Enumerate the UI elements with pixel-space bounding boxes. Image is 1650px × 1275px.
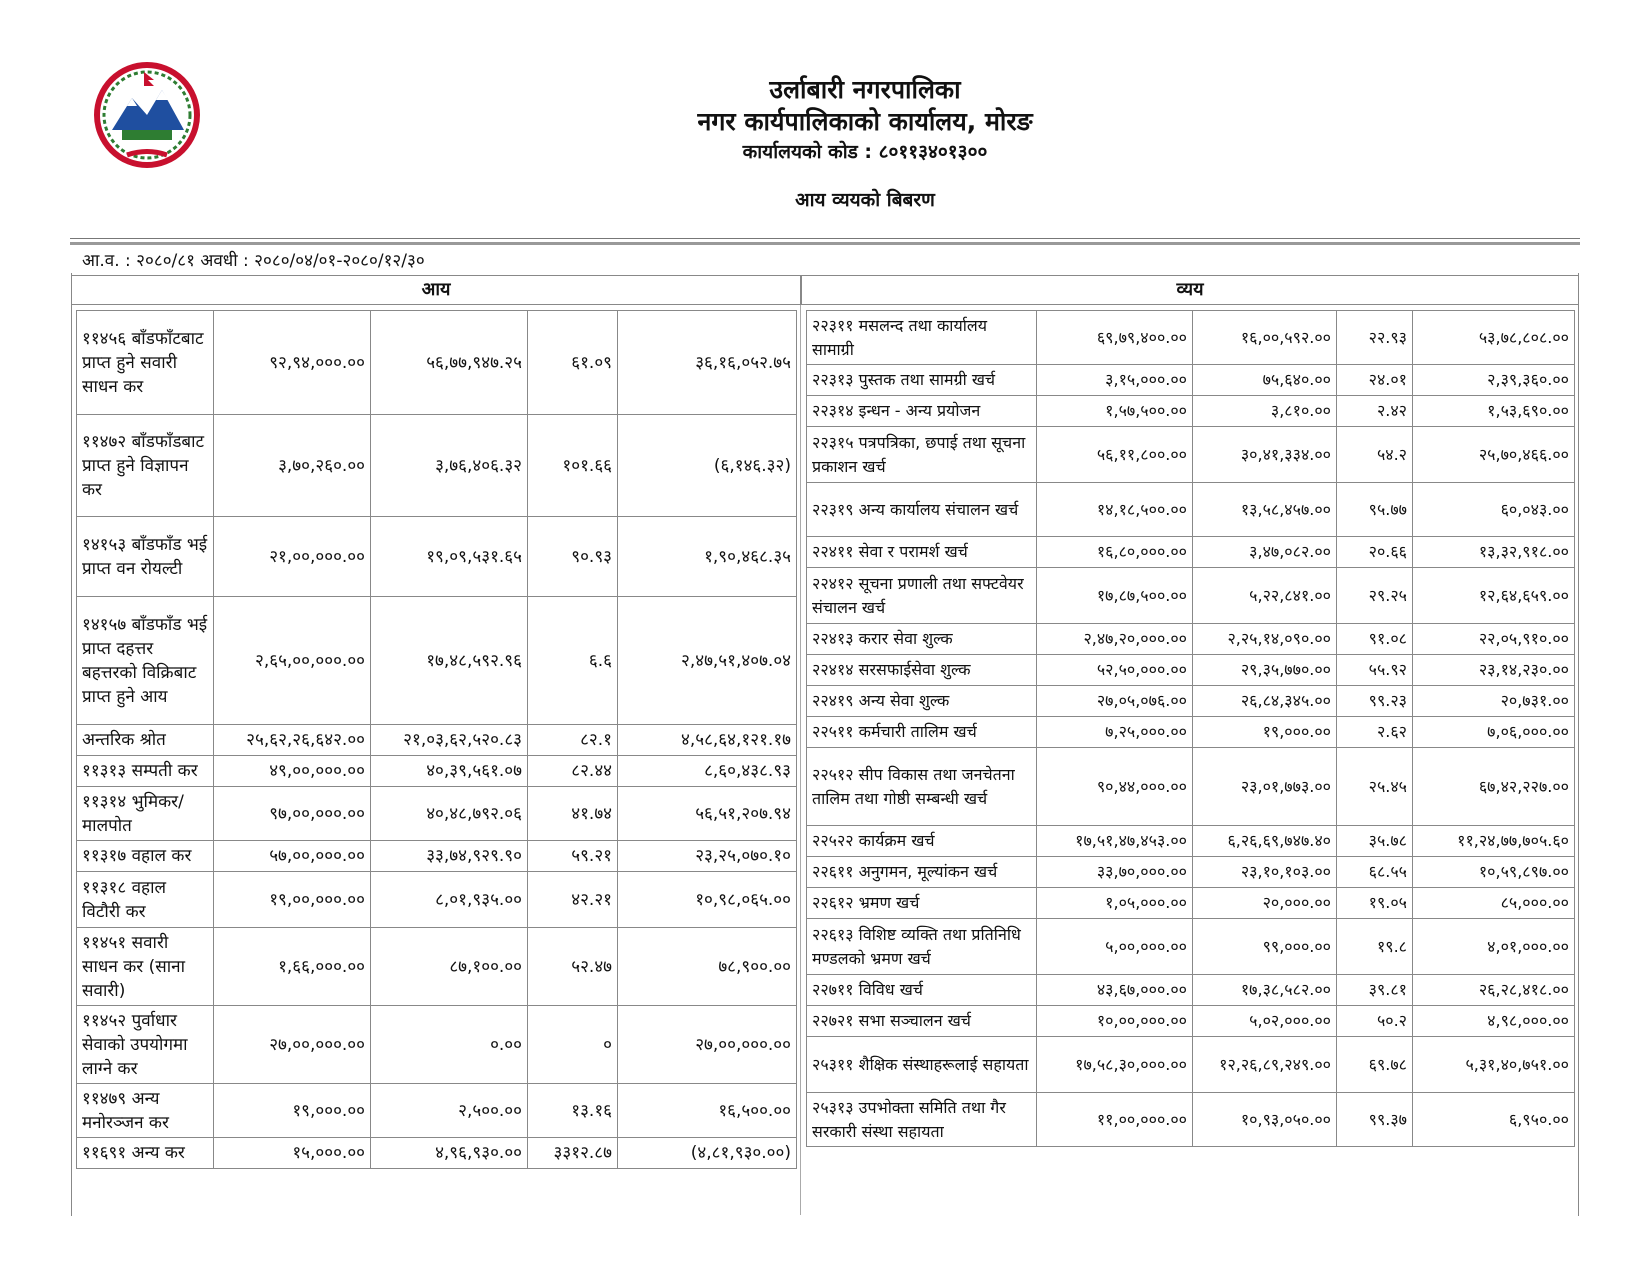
expense-remaining-amount: २,३९,३६०.००: [1413, 365, 1575, 396]
expense-row-label: २२४१२ सूचना प्रणाली तथा सफ्टवेयर संचालन खर्च: [807, 568, 1037, 624]
expense-budget-amount: ३,१५,०००.००: [1037, 365, 1193, 396]
expense-remaining-amount: १३,३२,९१८.००: [1413, 537, 1575, 568]
income-percent-value: ४२.२१: [528, 872, 618, 928]
income-percent-value: १०१.६६: [528, 415, 618, 517]
income-row-label: ११३१७ वहाल कर: [77, 841, 214, 872]
income-row: [77, 756, 797, 787]
expense-percent-value: ३५.७८: [1337, 826, 1413, 857]
expense-row: [807, 975, 1575, 1006]
income-budget-amount: २१,००,०००.००: [214, 517, 371, 597]
income-percent-value: ५२.४७: [528, 928, 618, 1006]
expense-row: [807, 624, 1575, 655]
expense-remaining-amount: २५,७०,४६६.००: [1413, 427, 1575, 483]
expense-row: [807, 1037, 1575, 1093]
expense-percent-value: १९.८: [1337, 919, 1413, 975]
expense-actual-amount: २०,०००.००: [1193, 888, 1337, 919]
income-row: [77, 415, 797, 517]
income-row: [77, 1006, 797, 1084]
income-row-label: १४१५३ बाँडफाँड भई प्राप्त वन रोयल्टी: [77, 517, 214, 597]
expense-actual-amount: २३,०१,७७३.००: [1193, 748, 1337, 826]
expense-percent-value: २४.०१: [1337, 365, 1413, 396]
expense-row-label: २२३१५ पत्रपत्रिका, छपाई तथा सूचना प्रकाशन खर्च: [807, 427, 1037, 483]
expense-budget-amount: ७,२५,०००.००: [1037, 717, 1193, 748]
expense-percent-value: २.६२: [1337, 717, 1413, 748]
income-actual-amount: ३,७६,४०६.३२: [371, 415, 528, 517]
income-actual-amount: ५६,७७,९४७.२५: [371, 311, 528, 415]
expense-row: [807, 919, 1575, 975]
income-row: [77, 597, 797, 725]
expense-actual-amount: २,२५,१४,०९०.००: [1193, 624, 1337, 655]
income-row: [77, 1138, 797, 1169]
expense-percent-value: ३९.८१: [1337, 975, 1413, 1006]
income-row: [77, 1084, 797, 1138]
expense-percent-value: ९९.३७: [1337, 1093, 1413, 1147]
income-row-label: अन्तरिक श्रोत: [77, 725, 214, 756]
income-budget-amount: ३,७०,२६०.००: [214, 415, 371, 517]
expense-row-label: २२४१९ अन्य सेवा शुल्क: [807, 686, 1037, 717]
expense-actual-amount: ६,२६,६९,७४७.४०: [1193, 826, 1337, 857]
income-remaining-amount: २,४७,५१,४०७.०४: [618, 597, 797, 725]
income-percent-value: ६.६: [528, 597, 618, 725]
expense-remaining-amount: २०,७३१.००: [1413, 686, 1575, 717]
expense-percent-value: २.४२: [1337, 396, 1413, 427]
expense-budget-amount: ३३,७०,०००.००: [1037, 857, 1193, 888]
expense-row: [807, 396, 1575, 427]
expense-remaining-amount: ६७,४२,२२७.००: [1413, 748, 1575, 826]
income-row-label: ११४५६ बाँडफाँटबाट प्राप्त हुने सवारी साधन कर: [77, 311, 214, 415]
income-actual-amount: २१,०३,६२,५२०.८३: [371, 725, 528, 756]
expense-remaining-amount: २३,१४,२३०.००: [1413, 655, 1575, 686]
expense-remaining-amount: ११,२४,७७,७०५.६०: [1413, 826, 1575, 857]
expense-actual-amount: ३०,४१,३३४.००: [1193, 427, 1337, 483]
expense-actual-amount: २३,१०,१०३.००: [1193, 857, 1337, 888]
expense-percent-value: ६८.५५: [1337, 857, 1413, 888]
expense-remaining-amount: ४,०१,०००.००: [1413, 919, 1575, 975]
expense-remaining-amount: १,५३,६९०.००: [1413, 396, 1575, 427]
expense-row-label: २२६१३ विशिष्ट व्यक्ति तथा प्रतिनिधि मण्डलको भ्रमण खर्च: [807, 919, 1037, 975]
expense-actual-amount: १०,९३,०५०.००: [1193, 1093, 1337, 1147]
income-actual-amount: १७,४८,५९२.९६: [371, 597, 528, 725]
expense-row-label: २२४११ सेवा र परामर्श खर्च: [807, 537, 1037, 568]
expense-percent-value: ९९.२३: [1337, 686, 1413, 717]
expense-row: [807, 365, 1575, 396]
income-row: [77, 787, 797, 841]
expense-actual-amount: ३,४७,०८२.००: [1193, 537, 1337, 568]
expense-row: [807, 311, 1575, 365]
header-divider-thick: [70, 242, 1580, 245]
expense-remaining-amount: ४,९८,०००.००: [1413, 1006, 1575, 1037]
expense-actual-amount: १६,००,५९२.००: [1193, 311, 1337, 365]
expense-actual-amount: १२,२६,८९,२४९.००: [1193, 1037, 1337, 1093]
income-remaining-amount: ८,६०,४३८.९३: [618, 756, 797, 787]
expense-budget-amount: ४३,६७,०००.००: [1037, 975, 1193, 1006]
expense-remaining-amount: २२,०५,९१०.००: [1413, 624, 1575, 655]
header-divider: [70, 238, 1580, 239]
expense-row: [807, 888, 1575, 919]
expense-table: [806, 310, 1575, 1147]
fiscal-period: आ.व. : २०८०/८१ अवधी : २०८०/०४/०१-२०८०/१२/३०: [82, 251, 425, 271]
income-budget-amount: १,६६,०००.००: [214, 928, 371, 1006]
expense-percent-value: ५५.९२: [1337, 655, 1413, 686]
expense-row-label: २२६१२ भ्रमण खर्च: [807, 888, 1037, 919]
expense-row-label: २२५११ कर्मचारी तालिम खर्च: [807, 717, 1037, 748]
expense-row: [807, 568, 1575, 624]
expense-row: [807, 826, 1575, 857]
income-row-label: ११४७९ अन्य मनोरञ्जन कर: [77, 1084, 214, 1138]
expense-percent-value: २५.४५: [1337, 748, 1413, 826]
expense-row-label: २२३१९ अन्य कार्यालय संचालन खर्च: [807, 483, 1037, 537]
org-name: उर्लाबारी नगरपालिका: [769, 75, 961, 104]
income-row-label: ११३१८ वहाल विटौरी कर: [77, 872, 214, 928]
income-actual-amount: ४,९६,९३०.००: [371, 1138, 528, 1169]
expense-remaining-amount: ६०,०४३.००: [1413, 483, 1575, 537]
expense-remaining-amount: ५३,७८,८०८.००: [1413, 311, 1575, 365]
expense-row: [807, 748, 1575, 826]
expense-budget-amount: १,५७,५००.००: [1037, 396, 1193, 427]
income-remaining-amount: १०,९८,०६५.००: [618, 872, 797, 928]
expense-budget-amount: २७,०५,०७६.००: [1037, 686, 1193, 717]
expense-row: [807, 1093, 1575, 1147]
expense-row: [807, 686, 1575, 717]
income-actual-amount: ४०,४८,७९२.०६: [371, 787, 528, 841]
expense-actual-amount: ७५,६४०.००: [1193, 365, 1337, 396]
expense-row-label: २२३१४ इन्धन - अन्य प्रयोजन: [807, 396, 1037, 427]
income-row-label: ११४७२ बाँडफाँडबाट प्राप्त हुने विज्ञापन कर: [77, 415, 214, 517]
expense-budget-amount: १४,१८,५००.००: [1037, 483, 1193, 537]
expense-percent-value: २२.९३: [1337, 311, 1413, 365]
expense-budget-amount: ५,००,०००.००: [1037, 919, 1193, 975]
income-budget-amount: २७,००,०००.००: [214, 1006, 371, 1084]
income-remaining-amount: ३६,१६,०५२.७५: [618, 311, 797, 415]
income-row-label: १४१५७ बाँडफाँड भई प्राप्त दहत्तर बहत्तरको विक्रिबाट प्राप्त हुने आय: [77, 597, 214, 725]
income-budget-amount: ९२,९४,०००.००: [214, 311, 371, 415]
expense-percent-value: २०.६६: [1337, 537, 1413, 568]
income-remaining-amount: ७८,९००.००: [618, 928, 797, 1006]
expense-row-label: २२७२१ सभा सञ्चालन खर्च: [807, 1006, 1037, 1037]
expense-row: [807, 483, 1575, 537]
income-row: [77, 517, 797, 597]
income-row-label: ११४५१ सवारी साधन कर (साना सवारी): [77, 928, 214, 1006]
income-actual-amount: ८७,१००.००: [371, 928, 528, 1006]
expense-row: [807, 717, 1575, 748]
income-row: [77, 841, 797, 872]
expense-remaining-amount: २६,२८,४१८.००: [1413, 975, 1575, 1006]
income-row: [77, 928, 797, 1006]
income-remaining-amount: २७,००,०००.००: [618, 1006, 797, 1084]
income-budget-amount: २,६५,००,०००.००: [214, 597, 371, 725]
expense-percent-value: ९१.०८: [1337, 624, 1413, 655]
income-percent-value: ४१.७४: [528, 787, 618, 841]
income-budget-amount: १९,००,०००.००: [214, 872, 371, 928]
expense-budget-amount: १,०५,०००.००: [1037, 888, 1193, 919]
expense-percent-value: १९.०५: [1337, 888, 1413, 919]
income-remaining-amount: १,९०,४६८.३५: [618, 517, 797, 597]
expense-row-label: २२७११ विविध खर्च: [807, 975, 1037, 1006]
income-percent-value: ८२.१: [528, 725, 618, 756]
income-actual-amount: ४०,३९,५६१.०७: [371, 756, 528, 787]
expense-remaining-amount: ६,९५०.००: [1413, 1093, 1575, 1147]
expense-remaining-amount: ७,०६,०००.००: [1413, 717, 1575, 748]
expense-budget-amount: २,४७,२०,०००.००: [1037, 624, 1193, 655]
expense-row-label: २५३१३ उपभोक्ता समिति तथा गैर सरकारी संस्था सहायता: [807, 1093, 1037, 1147]
expense-budget-amount: ५६,११,८००.००: [1037, 427, 1193, 483]
income-budget-amount: १५,०००.००: [214, 1138, 371, 1169]
report-title: आय व्ययको बिबरण: [795, 189, 935, 211]
income-row: [77, 725, 797, 756]
expense-remaining-amount: ५,३१,४०,७५१.००: [1413, 1037, 1575, 1093]
income-remaining-amount: (६,१४६.३२): [618, 415, 797, 517]
income-percent-value: ५९.२१: [528, 841, 618, 872]
income-budget-amount: २५,६२,२६,६४२.००: [214, 725, 371, 756]
expense-row-label: २२४१३ करार सेवा शुल्क: [807, 624, 1037, 655]
expense-row: [807, 857, 1575, 888]
expense-row-label: २५३११ शैक्षिक संस्थाहरूलाई सहायता: [807, 1037, 1037, 1093]
income-percent-value: ९०.९३: [528, 517, 618, 597]
income-row-label: ११३१३ सम्पती कर: [77, 756, 214, 787]
expense-actual-amount: २९,३५,७७०.००: [1193, 655, 1337, 686]
income-actual-amount: २,५००.००: [371, 1084, 528, 1138]
income-remaining-amount: १६,५००.००: [618, 1084, 797, 1138]
income-actual-amount: ०.००: [371, 1006, 528, 1084]
expense-percent-value: ९५.७७: [1337, 483, 1413, 537]
expense-remaining-amount: १२,६४,६५९.००: [1413, 568, 1575, 624]
expense-actual-amount: ५,०२,०००.००: [1193, 1006, 1337, 1037]
expense-budget-amount: ५२,५०,०००.००: [1037, 655, 1193, 686]
office-name: नगर कार्यपालिकाको कार्यालय, मोरङ: [697, 107, 1033, 136]
expense-row-label: २२५२२ कार्यक्रम खर्च: [807, 826, 1037, 857]
expense-budget-amount: १७,८७,५००.००: [1037, 568, 1193, 624]
expense-actual-amount: ५,२२,८४१.००: [1193, 568, 1337, 624]
income-percent-value: ८२.४४: [528, 756, 618, 787]
expense-row-label: २२३१३ पुस्तक तथा सामग्री खर्च: [807, 365, 1037, 396]
expense-actual-amount: ९९,०००.००: [1193, 919, 1337, 975]
income-row: [77, 311, 797, 415]
income-percent-value: १३.१६: [528, 1084, 618, 1138]
income-row: [77, 872, 797, 928]
income-actual-amount: १९,०९,५३१.६५: [371, 517, 528, 597]
expense-actual-amount: १७,३८,५८२.००: [1193, 975, 1337, 1006]
income-heading: आय: [71, 275, 801, 305]
expense-percent-value: ६९.७८: [1337, 1037, 1413, 1093]
expense-budget-amount: १७,५१,४७,४५३.००: [1037, 826, 1193, 857]
income-budget-amount: ४९,००,०००.००: [214, 756, 371, 787]
expense-percent-value: ५०.२: [1337, 1006, 1413, 1037]
column-separator: [800, 305, 801, 1215]
expense-budget-amount: ६९,७९,४००.००: [1037, 311, 1193, 365]
expense-percent-value: ५४.२: [1337, 427, 1413, 483]
office-code: कार्यालयको कोड : ८०११३४०१३००: [742, 141, 988, 163]
expense-row: [807, 1006, 1575, 1037]
income-table: [76, 310, 797, 1169]
expense-row-label: २२३११ मसलन्द तथा कार्यालय सामाग्री: [807, 311, 1037, 365]
expense-row-label: २२४१४ सरसफाईसेवा शुल्क: [807, 655, 1037, 686]
income-percent-value: ३३१२.८७: [528, 1138, 618, 1169]
expense-actual-amount: १३,५८,४५७.००: [1193, 483, 1337, 537]
income-budget-amount: ५७,००,०००.००: [214, 841, 371, 872]
income-budget-amount: १९,०००.००: [214, 1084, 371, 1138]
income-budget-amount: ९७,००,०००.००: [214, 787, 371, 841]
expense-budget-amount: ११,००,०००.००: [1037, 1093, 1193, 1147]
expense-actual-amount: २६,८४,३४५.००: [1193, 686, 1337, 717]
expense-row: [807, 537, 1575, 568]
income-remaining-amount: २३,२५,०७०.१०: [618, 841, 797, 872]
income-row-label: ११४५२ पुर्वाधार सेवाको उपयोगमा लाग्ने कर: [77, 1006, 214, 1084]
income-actual-amount: ३३,७४,९२९.९०: [371, 841, 528, 872]
income-remaining-amount: ४,५८,६४,१२१.१७: [618, 725, 797, 756]
income-remaining-amount: ५६,५१,२०७.९४: [618, 787, 797, 841]
expense-budget-amount: १०,००,०००.००: [1037, 1006, 1193, 1037]
expense-row: [807, 655, 1575, 686]
income-row-label: ११६९१ अन्य कर: [77, 1138, 214, 1169]
expense-budget-amount: १७,५८,३०,०००.००: [1037, 1037, 1193, 1093]
income-percent-value: ०: [528, 1006, 618, 1084]
expense-actual-amount: १९,०००.००: [1193, 717, 1337, 748]
expense-heading: व्यय: [801, 275, 1579, 305]
expense-budget-amount: ९०,४४,०००.००: [1037, 748, 1193, 826]
expense-row-label: २२५१२ सीप विकास तथा जनचेतना तालिम तथा गोष्ठी सम्बन्धी खर्च: [807, 748, 1037, 826]
expense-percent-value: २९.२५: [1337, 568, 1413, 624]
income-percent-value: ६१.०९: [528, 311, 618, 415]
income-actual-amount: ८,०१,९३५.००: [371, 872, 528, 928]
expense-row-label: २२६११ अनुगमन, मूल्यांकन खर्च: [807, 857, 1037, 888]
expense-budget-amount: १६,८०,०००.००: [1037, 537, 1193, 568]
expense-remaining-amount: ८५,०००.००: [1413, 888, 1575, 919]
expense-row: [807, 427, 1575, 483]
expense-remaining-amount: १०,५९,८९७.००: [1413, 857, 1575, 888]
expense-actual-amount: ३,८१०.००: [1193, 396, 1337, 427]
income-row-label: ११३१४ भुमिकर/मालपोत: [77, 787, 214, 841]
income-remaining-amount: (४,८१,९३०.००): [618, 1138, 797, 1169]
